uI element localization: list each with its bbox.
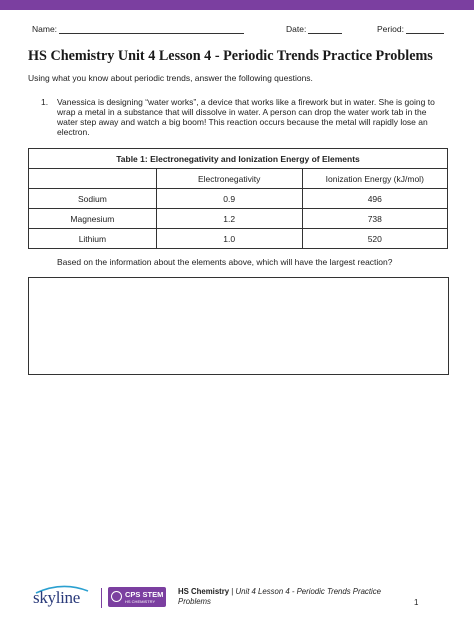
cps-logo-title: CPS STEM — [125, 590, 164, 599]
answer-box[interactable] — [28, 277, 449, 375]
table-cell: 738 — [302, 209, 447, 229]
header-fields — [32, 24, 452, 38]
table-cell: 0.9 — [156, 189, 302, 209]
table-cell: Lithium — [29, 229, 157, 249]
table-cell: 496 — [302, 189, 447, 209]
page-number: 1 — [414, 598, 419, 607]
logo-divider — [101, 588, 102, 608]
table-cell: 520 — [302, 229, 447, 249]
name-label: Name: — [32, 24, 58, 34]
footer-lesson-line2: Problems — [178, 597, 211, 606]
table-cell: Magnesium — [29, 209, 157, 229]
cps-logo-subtitle: HS CHEMISTRY — [125, 599, 156, 604]
name-blank[interactable] — [59, 24, 244, 34]
table-cell: 1.2 — [156, 209, 302, 229]
table-cell: Sodium — [29, 189, 157, 209]
top-accent-bar — [0, 0, 474, 10]
date-field[interactable] — [286, 24, 306, 34]
table-cell: 1.0 — [156, 229, 302, 249]
elements-table — [28, 148, 448, 249]
cps-stem-logo — [108, 587, 166, 607]
table-header-row — [29, 169, 448, 189]
period-field[interactable] — [377, 24, 404, 34]
period-blank[interactable] — [406, 24, 444, 34]
table-header-cell: Ionization Energy (kJ/mol) — [302, 169, 447, 189]
page-title: HS Chemistry Unit 4 Lesson 4 - Periodic Trends Practice Problems — [28, 48, 433, 64]
table-header-cell: Electronegativity — [156, 169, 302, 189]
footer-separator: | — [229, 587, 236, 596]
table-header-cell — [29, 169, 157, 189]
cps-emblem-icon — [111, 591, 122, 602]
table-row — [29, 209, 448, 229]
period-label: Period: — [377, 24, 404, 34]
name-field[interactable] — [32, 24, 57, 34]
footer-lesson-line1: Unit 4 Lesson 4 - Periodic Trends Practice — [235, 587, 381, 596]
table-title: Table 1: Electronegativity and Ionization Energy of Elements — [29, 149, 448, 169]
date-blank[interactable] — [308, 24, 342, 34]
table-row — [29, 229, 448, 249]
question-number: 1. — [41, 97, 49, 107]
footer-course-info — [178, 587, 408, 607]
skyline-logo: skyline — [33, 588, 81, 607]
table-row — [29, 189, 448, 209]
intro-text: Using what you know about periodic trends, answer the following questions. — [28, 73, 313, 83]
question-text: Vanessica is designing “water works”, a device that works like a firework but in water. She is going to wrap a metal in a substance that will dissolve in water. A person can drop the water work tab in the water step away and watch a big boom! This reaction occurs because the metal will rapidly lose an electron. — [57, 97, 435, 137]
date-label: Date: — [286, 24, 307, 34]
footer-course: HS Chemistry — [178, 587, 230, 596]
answer-prompt: Based on the information about the elements above, which will have the largest reaction? — [57, 257, 393, 267]
